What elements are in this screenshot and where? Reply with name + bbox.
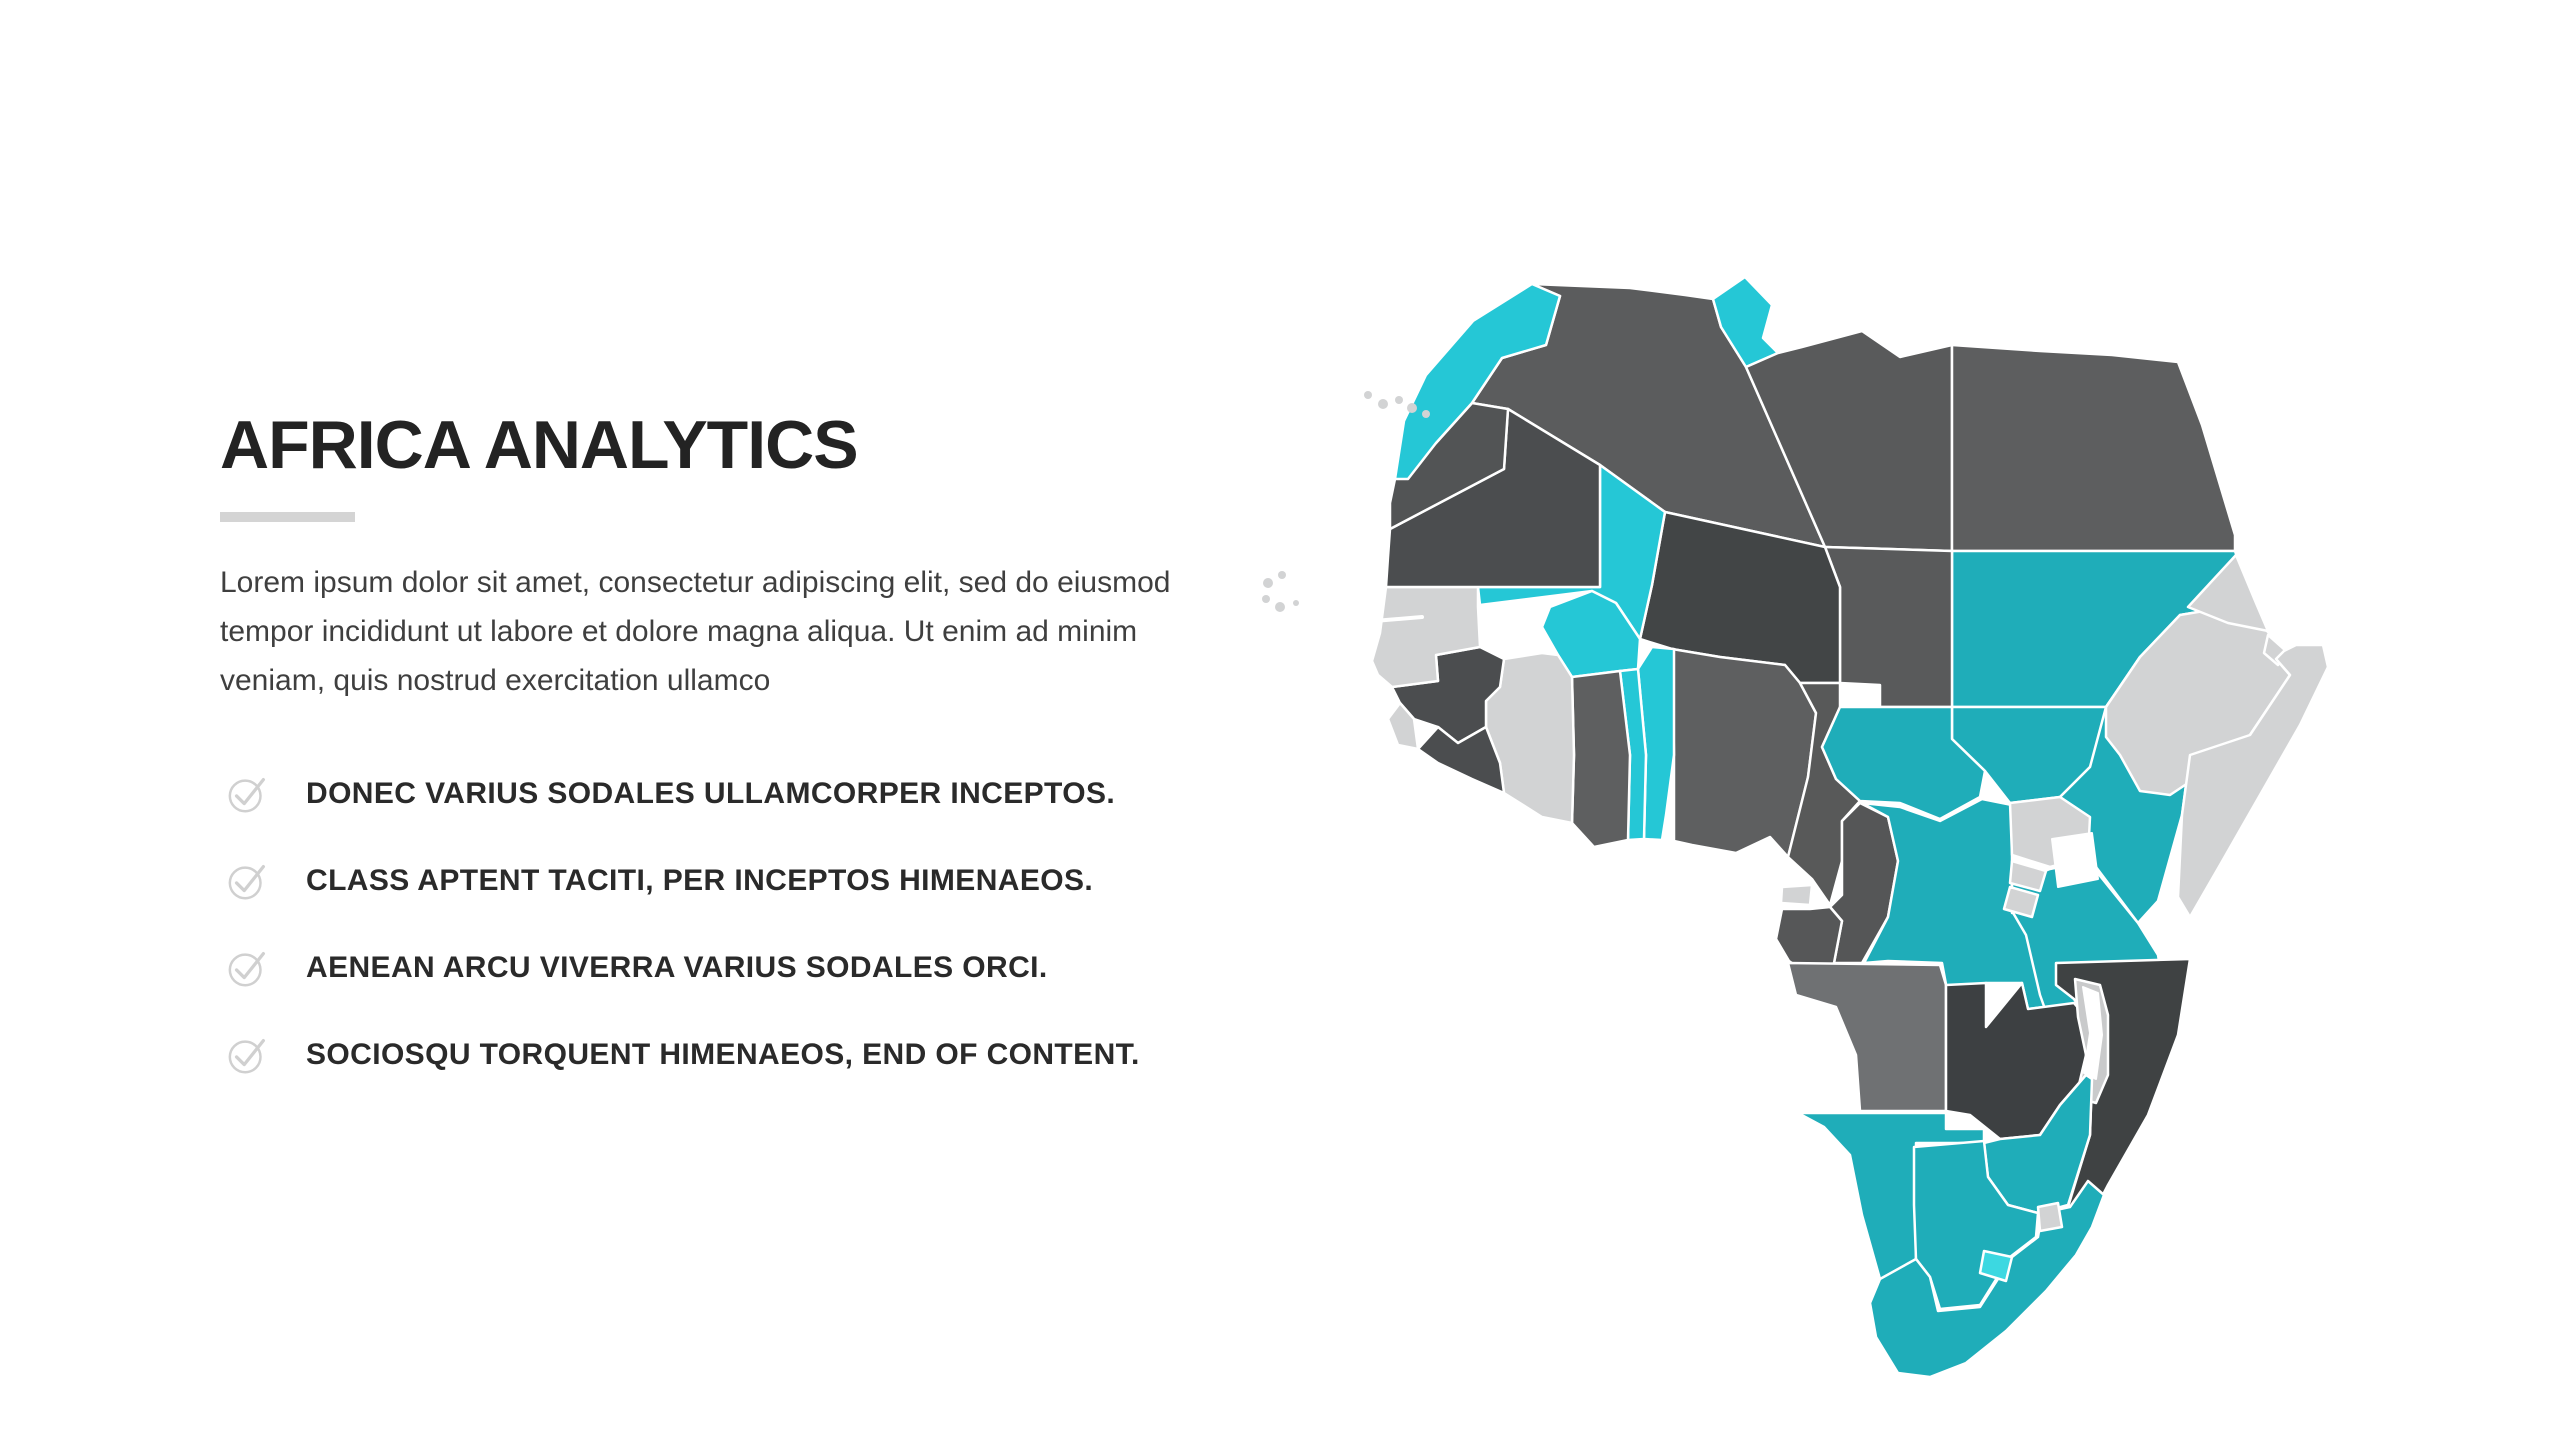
intro-paragraph: [220, 558, 1280, 705]
island-dot: [1262, 595, 1270, 603]
paragraph-line-1: Lorem ipsum dolor sit amet, consectetur adipiscing elit, sed do eiusmod: [220, 566, 1171, 599]
country-egypt: [1952, 345, 2235, 551]
page-title: AFRICA ANALYTICS: [220, 407, 858, 483]
check-circle-icon: [226, 771, 272, 817]
check-circle-outline: [230, 1042, 261, 1073]
africa-map-svg: [1240, 255, 2440, 1395]
country-chad: [1825, 547, 1952, 707]
island-dot: [1275, 602, 1285, 612]
lake-victoria: [2052, 833, 2098, 887]
island-dot: [1395, 396, 1403, 404]
check-circle-icon: [226, 945, 272, 991]
checklist-item: [226, 771, 1280, 817]
island-dot: [1293, 600, 1299, 606]
checklist-item: [226, 858, 1280, 904]
paragraph-line-2: tempor incididunt ut labore et dolore magna aliqua. Ut enim ad minim: [220, 615, 1138, 648]
island-dot: [1278, 571, 1286, 579]
island-dot: [1364, 391, 1372, 399]
check-circle-outline: [230, 955, 261, 986]
island-dot: [1263, 578, 1273, 588]
island-dot: [1422, 410, 1430, 418]
checklist-item-label: SOCIOSQU TORQUENT HIMENAEOS, END OF CONTENT.: [306, 1038, 1140, 1071]
africa-map: [1240, 255, 2440, 1395]
island-dot: [1407, 403, 1417, 413]
country-equatorial-guinea: [1781, 885, 1812, 905]
island-dot: [1378, 399, 1388, 409]
country-nigeria: [1672, 649, 1816, 857]
checklist-item-label: DONEC VARIUS SODALES ULLAMCORPER INCEPTOS.: [306, 777, 1116, 810]
check-circle-icon: [226, 1032, 272, 1078]
text-panel: [220, 407, 1280, 1119]
cape-verde-islands: [1262, 571, 1299, 612]
checklist-item-label: AENEAN ARCU VIVERRA VARIUS SODALES ORCI.: [306, 951, 1048, 984]
check-circle-outline: [230, 781, 261, 812]
checklist-item: [226, 945, 1280, 991]
check-circle-outline: [230, 868, 261, 899]
check-circle-icon: [226, 858, 272, 904]
checklist: [226, 771, 1280, 1078]
paragraph-line-3: veniam, quis nostrud exercitation ullamco: [220, 664, 771, 697]
title-underline: [220, 512, 355, 522]
country-swaziland: [2038, 1203, 2062, 1231]
checklist-item-label: CLASS APTENT TACITI, PER INCEPTOS HIMENAEOS.: [306, 864, 1094, 897]
country-ghana: [1572, 671, 1630, 847]
checklist-item: [226, 1032, 1280, 1078]
country-angola: [1788, 963, 1946, 1111]
